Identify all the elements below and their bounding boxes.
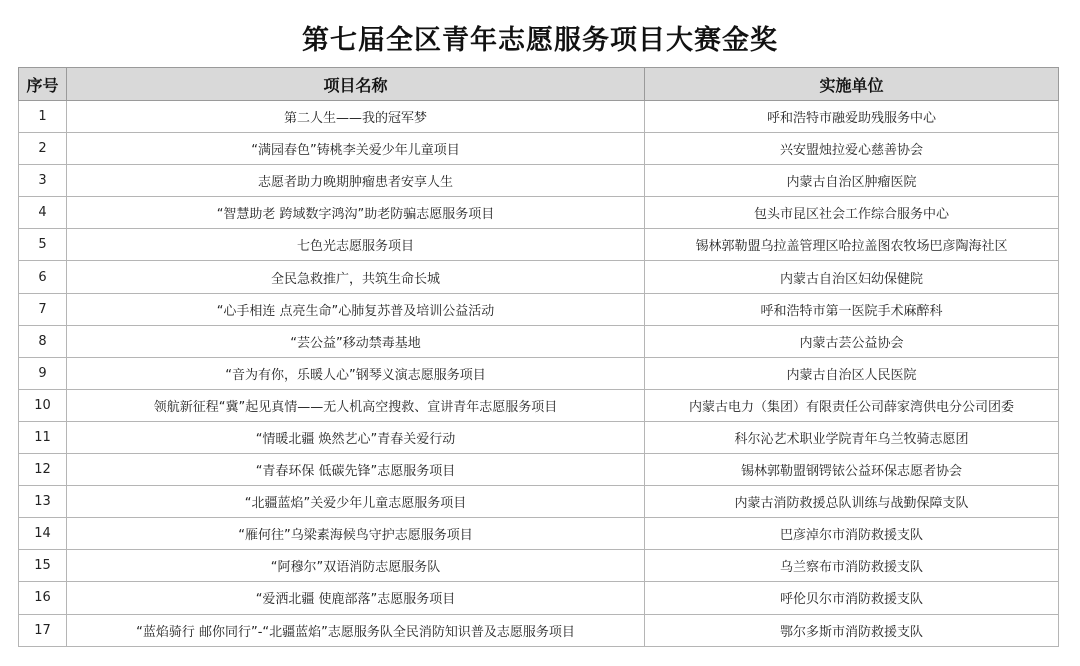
index-cell: 17 (19, 614, 67, 646)
implementing-unit-cell: 内蒙古自治区人民医院 (645, 357, 1059, 389)
implementing-unit-cell: 呼伦贝尔市消防救援支队 (645, 582, 1059, 614)
index-cell: 7 (19, 293, 67, 325)
index-cell: 1 (19, 101, 67, 133)
table-row (19, 101, 1059, 133)
table-row (19, 389, 1059, 421)
implementing-unit-cell: 巴彦淖尔市消防救援支队 (645, 518, 1059, 550)
table-row (19, 133, 1059, 165)
project-name-cell: 领航新征程“冀”起见真情——无人机高空搜救、宣讲青年志愿服务项目 (67, 389, 645, 421)
project-name-cell: “北疆蓝焰”关爱少年儿童志愿服务项目 (67, 486, 645, 518)
project-name-cell: “智慧助老 跨域数字鸿沟”助老防骗志愿服务项目 (67, 197, 645, 229)
project-name-cell: 第二人生——我的冠军梦 (67, 101, 645, 133)
table-row (19, 454, 1059, 486)
implementing-unit-cell: 鄂尔多斯市消防救援支队 (645, 614, 1059, 646)
implementing-unit-cell: 包头市昆区社会工作综合服务中心 (645, 197, 1059, 229)
project-name-cell: “蓝焰骑行 邮你同行”-“北疆蓝焰”志愿服务队全民消防知识普及志愿服务项目 (67, 614, 645, 646)
index-cell: 13 (19, 486, 67, 518)
table-body (19, 101, 1059, 647)
implementing-unit-cell: 内蒙古电力（集团）有限责任公司薛家湾供电分公司团委 (645, 389, 1059, 421)
index-cell: 4 (19, 197, 67, 229)
header-project-name: 项目名称 (67, 68, 645, 101)
project-name-cell: “雁何往”乌梁素海候鸟守护志愿服务项目 (67, 518, 645, 550)
table-row (19, 357, 1059, 389)
table-header-row (19, 68, 1059, 101)
implementing-unit-cell: 内蒙古消防救援总队训练与战勤保障支队 (645, 486, 1059, 518)
table-row (19, 261, 1059, 293)
table-row (19, 229, 1059, 261)
implementing-unit-cell: 锡林郭勒盟钢锷铱公益环保志愿者协会 (645, 454, 1059, 486)
implementing-unit-cell: 锡林郭勒盟乌拉盖管理区哈拉盖图农牧场巴彦陶海社区 (645, 229, 1059, 261)
project-name-cell: “阿穆尔”双语消防志愿服务队 (67, 550, 645, 582)
table-row (19, 486, 1059, 518)
implementing-unit-cell: 内蒙古自治区妇幼保健院 (645, 261, 1059, 293)
index-cell: 3 (19, 165, 67, 197)
index-cell: 16 (19, 582, 67, 614)
project-name-cell: 七色光志愿服务项目 (67, 229, 645, 261)
index-cell: 8 (19, 325, 67, 357)
table-row (19, 518, 1059, 550)
page-title: 第七届全区青年志愿服务项目大赛金奖 (302, 25, 778, 56)
index-cell: 9 (19, 357, 67, 389)
implementing-unit-cell: 科尔沁艺术职业学院青年乌兰牧骑志愿团 (645, 421, 1059, 453)
project-name-cell: “青春环保 低碳先锋”志愿服务项目 (67, 454, 645, 486)
implementing-unit-cell: 内蒙古芸公益协会 (645, 325, 1059, 357)
header-index: 序号 (19, 68, 67, 101)
index-cell: 2 (19, 133, 67, 165)
index-cell: 10 (19, 389, 67, 421)
project-name-cell: 志愿者助力晚期肿瘤患者安享人生 (67, 165, 645, 197)
project-name-cell: “满园春色”铸桃李关爱少年儿童项目 (67, 133, 645, 165)
project-name-cell: “芸公益”移动禁毒基地 (67, 325, 645, 357)
index-cell: 12 (19, 454, 67, 486)
table-row (19, 293, 1059, 325)
header-implementing-unit: 实施单位 (645, 68, 1059, 101)
table-row (19, 197, 1059, 229)
implementing-unit-cell: 呼和浩特市融爱助残服务中心 (645, 101, 1059, 133)
project-name-cell: 全民急救推广，共筑生命长城 (67, 261, 645, 293)
table-row (19, 165, 1059, 197)
table-row (19, 325, 1059, 357)
table-row (19, 550, 1059, 582)
project-name-cell: “爱洒北疆 使鹿部落”志愿服务项目 (67, 582, 645, 614)
index-cell: 6 (19, 261, 67, 293)
index-cell: 11 (19, 421, 67, 453)
index-cell: 15 (19, 550, 67, 582)
project-name-cell: “心手相连 点亮生命”心肺复苏普及培训公益活动 (67, 293, 645, 325)
index-cell: 14 (19, 518, 67, 550)
implementing-unit-cell: 内蒙古自治区肿瘤医院 (645, 165, 1059, 197)
award-table (18, 67, 1059, 647)
project-name-cell: “音为有你，乐暖人心”钢琴义演志愿服务项目 (67, 357, 645, 389)
implementing-unit-cell: 呼和浩特市第一医院手术麻醉科 (645, 293, 1059, 325)
implementing-unit-cell: 兴安盟烛拉爱心慈善协会 (645, 133, 1059, 165)
table-row (19, 582, 1059, 614)
project-name-cell: “情暖北疆 焕然艺心”青春关爱行动 (67, 421, 645, 453)
table-row (19, 614, 1059, 646)
table-row (19, 421, 1059, 453)
implementing-unit-cell: 乌兰察布市消防救援支队 (645, 550, 1059, 582)
index-cell: 5 (19, 229, 67, 261)
